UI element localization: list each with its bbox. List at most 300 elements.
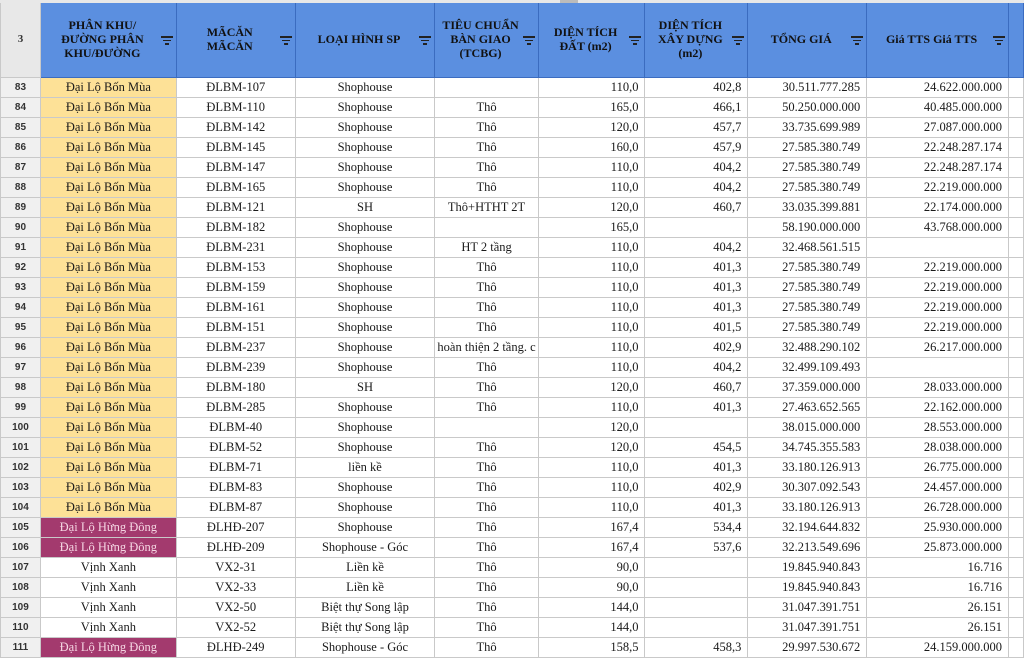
- cell-total[interactable]: 27.585.380.749: [748, 278, 867, 298]
- cell-code[interactable]: ĐLBM-107: [176, 78, 295, 98]
- cell-zone[interactable]: Đại Lộ Bốn Mùa: [40, 458, 176, 478]
- cell-next[interactable]: [1008, 558, 1023, 578]
- cell-code[interactable]: ĐLBM-151: [176, 318, 295, 338]
- cell-tts[interactable]: 27.087.000.000: [867, 118, 1009, 138]
- cell-tts[interactable]: 25.930.000.000: [867, 518, 1009, 538]
- cell-tts[interactable]: 24.457.000.000: [867, 478, 1009, 498]
- cell-code[interactable]: VX2-33: [176, 578, 295, 598]
- cell-next[interactable]: [1008, 258, 1023, 278]
- cell-type[interactable]: Shophouse: [295, 78, 435, 98]
- row-header[interactable]: 83: [1, 78, 41, 98]
- cell-build[interactable]: [645, 618, 748, 638]
- cell-code[interactable]: ĐLBM-231: [176, 238, 295, 258]
- row-header[interactable]: 97: [1, 358, 41, 378]
- cell-build[interactable]: 454,5: [645, 438, 748, 458]
- cell-total[interactable]: 30.307.092.543: [748, 478, 867, 498]
- row-header[interactable]: 84: [1, 98, 41, 118]
- row-header[interactable]: 105: [1, 518, 41, 538]
- cell-type[interactable]: liền kề: [295, 458, 435, 478]
- cell-land[interactable]: 110,0: [538, 338, 645, 358]
- cell-tts[interactable]: 43.768.000.000: [867, 218, 1009, 238]
- cell-land[interactable]: 120,0: [538, 378, 645, 398]
- cell-zone[interactable]: Đại Lộ Bốn Mùa: [40, 358, 176, 378]
- cell-build[interactable]: 401,3: [645, 258, 748, 278]
- cell-std[interactable]: Thô: [435, 518, 538, 538]
- cell-code[interactable]: ĐLBM-71: [176, 458, 295, 478]
- cell-type[interactable]: Shophouse: [295, 218, 435, 238]
- cell-total[interactable]: 19.845.940.843: [748, 578, 867, 598]
- cell-zone[interactable]: Đại Lộ Bốn Mùa: [40, 238, 176, 258]
- cell-zone[interactable]: Đại Lộ Bốn Mùa: [40, 78, 176, 98]
- cell-code[interactable]: ĐLBM-52: [176, 438, 295, 458]
- cell-zone[interactable]: Đại Lộ Bốn Mùa: [40, 398, 176, 418]
- cell-zone[interactable]: Đại Lộ Bốn Mùa: [40, 338, 176, 358]
- cell-build[interactable]: 402,8: [645, 78, 748, 98]
- cell-std[interactable]: [435, 218, 538, 238]
- cell-code[interactable]: ĐLHĐ-249: [176, 638, 295, 658]
- cell-std[interactable]: [435, 78, 538, 98]
- cell-total[interactable]: 27.585.380.749: [748, 138, 867, 158]
- cell-zone[interactable]: Vịnh Xanh: [40, 578, 176, 598]
- cell-code[interactable]: ĐLBM-40: [176, 418, 295, 438]
- cell-land[interactable]: 110,0: [538, 358, 645, 378]
- filter-icon[interactable]: [161, 36, 173, 46]
- cell-zone[interactable]: Đại Lộ Bốn Mùa: [40, 178, 176, 198]
- cell-zone[interactable]: Đại Lộ Bốn Mùa: [40, 298, 176, 318]
- cell-tts[interactable]: 22.162.000.000: [867, 398, 1009, 418]
- cell-code[interactable]: ĐLBM-182: [176, 218, 295, 238]
- cell-land[interactable]: 110,0: [538, 398, 645, 418]
- cell-std[interactable]: Thô: [435, 638, 538, 658]
- cell-tts[interactable]: 22.248.287.174: [867, 158, 1009, 178]
- cell-type[interactable]: Shophouse: [295, 518, 435, 538]
- cell-tts[interactable]: 28.553.000.000: [867, 418, 1009, 438]
- cell-tts[interactable]: 24.159.000.000: [867, 638, 1009, 658]
- row-header[interactable]: 104: [1, 498, 41, 518]
- cell-std[interactable]: Thô: [435, 478, 538, 498]
- row-header[interactable]: 87: [1, 158, 41, 178]
- cell-type[interactable]: Shophouse: [295, 98, 435, 118]
- cell-total[interactable]: 32.213.549.696: [748, 538, 867, 558]
- filter-icon[interactable]: [851, 36, 863, 46]
- cell-land[interactable]: 110,0: [538, 478, 645, 498]
- cell-type[interactable]: Shophouse: [295, 318, 435, 338]
- row-header[interactable]: 101: [1, 438, 41, 458]
- row-header[interactable]: 93: [1, 278, 41, 298]
- cell-next[interactable]: [1008, 398, 1023, 418]
- cell-code[interactable]: ĐLBM-110: [176, 98, 295, 118]
- cell-next[interactable]: [1008, 118, 1023, 138]
- cell-land[interactable]: 110,0: [538, 238, 645, 258]
- cell-build[interactable]: [645, 418, 748, 438]
- cell-tts[interactable]: 22.174.000.000: [867, 198, 1009, 218]
- cell-code[interactable]: VX2-52: [176, 618, 295, 638]
- cell-type[interactable]: Shophouse: [295, 358, 435, 378]
- row-header[interactable]: 106: [1, 538, 41, 558]
- cell-std[interactable]: Thô: [435, 598, 538, 618]
- cell-std[interactable]: Thô: [435, 438, 538, 458]
- cell-zone[interactable]: Đại Lộ Bốn Mùa: [40, 138, 176, 158]
- cell-next[interactable]: [1008, 218, 1023, 238]
- cell-build[interactable]: 460,7: [645, 198, 748, 218]
- cell-build[interactable]: 460,7: [645, 378, 748, 398]
- cell-zone[interactable]: Đại Lộ Bốn Mùa: [40, 118, 176, 138]
- cell-code[interactable]: ĐLBM-145: [176, 138, 295, 158]
- cell-code[interactable]: ĐLBM-121: [176, 198, 295, 218]
- cell-total[interactable]: 33.180.126.913: [748, 458, 867, 478]
- cell-type[interactable]: Shophouse: [295, 438, 435, 458]
- cell-next[interactable]: [1008, 278, 1023, 298]
- cell-next[interactable]: [1008, 418, 1023, 438]
- cell-zone[interactable]: Đại Lộ Bốn Mùa: [40, 258, 176, 278]
- cell-tts[interactable]: 22.219.000.000: [867, 178, 1009, 198]
- cell-land[interactable]: 110,0: [538, 258, 645, 278]
- cell-code[interactable]: ĐLHĐ-207: [176, 518, 295, 538]
- cell-build[interactable]: 537,6: [645, 538, 748, 558]
- cell-total[interactable]: 37.359.000.000: [748, 378, 867, 398]
- cell-next[interactable]: [1008, 238, 1023, 258]
- row-header[interactable]: 95: [1, 318, 41, 338]
- cell-code[interactable]: ĐLHĐ-209: [176, 538, 295, 558]
- row-header[interactable]: 92: [1, 258, 41, 278]
- row-header[interactable]: 100: [1, 418, 41, 438]
- cell-land[interactable]: 110,0: [538, 298, 645, 318]
- cell-total[interactable]: 31.047.391.751: [748, 618, 867, 638]
- cell-total[interactable]: 19.845.940.843: [748, 558, 867, 578]
- cell-type[interactable]: Biệt thự Song lập: [295, 598, 435, 618]
- cell-total[interactable]: 29.997.530.672: [748, 638, 867, 658]
- cell-zone[interactable]: Đại Lộ Bốn Mùa: [40, 218, 176, 238]
- cell-zone[interactable]: Vịnh Xanh: [40, 598, 176, 618]
- cell-type[interactable]: SH: [295, 378, 435, 398]
- cell-next[interactable]: [1008, 498, 1023, 518]
- cell-next[interactable]: [1008, 538, 1023, 558]
- cell-zone[interactable]: Đại Lộ Bốn Mùa: [40, 158, 176, 178]
- cell-tts[interactable]: 26.775.000.000: [867, 458, 1009, 478]
- cell-std[interactable]: [435, 418, 538, 438]
- cell-total[interactable]: 34.745.355.583: [748, 438, 867, 458]
- cell-next[interactable]: [1008, 478, 1023, 498]
- row-header[interactable]: 99: [1, 398, 41, 418]
- cell-land[interactable]: 158,5: [538, 638, 645, 658]
- cell-type[interactable]: Shophouse: [295, 158, 435, 178]
- cell-land[interactable]: 90,0: [538, 558, 645, 578]
- cell-zone[interactable]: Đại Lộ Bốn Mùa: [40, 478, 176, 498]
- cell-type[interactable]: Shophouse: [295, 478, 435, 498]
- cell-type[interactable]: SH: [295, 198, 435, 218]
- cell-zone[interactable]: Đại Lộ Bốn Mùa: [40, 318, 176, 338]
- cell-land[interactable]: 165,0: [538, 218, 645, 238]
- row-header[interactable]: 109: [1, 598, 41, 618]
- cell-std[interactable]: Thô: [435, 498, 538, 518]
- cell-std[interactable]: Thô: [435, 578, 538, 598]
- cell-total[interactable]: 32.499.109.493: [748, 358, 867, 378]
- cell-tts[interactable]: 26.151: [867, 598, 1009, 618]
- cell-next[interactable]: [1008, 358, 1023, 378]
- cell-land[interactable]: 120,0: [538, 198, 645, 218]
- cell-type[interactable]: Shophouse: [295, 298, 435, 318]
- cell-zone[interactable]: Đại Lộ Bốn Mùa: [40, 498, 176, 518]
- cell-total[interactable]: 58.190.000.000: [748, 218, 867, 238]
- cell-code[interactable]: VX2-50: [176, 598, 295, 618]
- cell-next[interactable]: [1008, 98, 1023, 118]
- cell-tts[interactable]: 26.728.000.000: [867, 498, 1009, 518]
- cell-next[interactable]: [1008, 178, 1023, 198]
- cell-tts[interactable]: 40.485.000.000: [867, 98, 1009, 118]
- cell-type[interactable]: Biệt thự Song lập: [295, 618, 435, 638]
- cell-std[interactable]: Thô: [435, 158, 538, 178]
- cell-land[interactable]: 160,0: [538, 138, 645, 158]
- cell-std[interactable]: Thô: [435, 398, 538, 418]
- row-header-3[interactable]: 3: [1, 1, 41, 78]
- cell-code[interactable]: ĐLBM-87: [176, 498, 295, 518]
- cell-std[interactable]: Thô: [435, 258, 538, 278]
- cell-build[interactable]: 457,7: [645, 118, 748, 138]
- row-header[interactable]: 108: [1, 578, 41, 598]
- row-header[interactable]: 102: [1, 458, 41, 478]
- cell-total[interactable]: 33.180.126.913: [748, 498, 867, 518]
- cell-code[interactable]: ĐLBM-239: [176, 358, 295, 378]
- cell-std[interactable]: Thô+HTHT 2T: [435, 198, 538, 218]
- cell-std[interactable]: Thô: [435, 278, 538, 298]
- cell-total[interactable]: 27.585.380.749: [748, 158, 867, 178]
- cell-type[interactable]: Shophouse - Góc: [295, 538, 435, 558]
- cell-code[interactable]: VX2-31: [176, 558, 295, 578]
- cell-type[interactable]: Shophouse - Góc: [295, 638, 435, 658]
- cell-tts[interactable]: 25.873.000.000: [867, 538, 1009, 558]
- cell-total[interactable]: 32.194.644.832: [748, 518, 867, 538]
- cell-build[interactable]: [645, 598, 748, 618]
- filter-icon[interactable]: [732, 36, 744, 46]
- cell-build[interactable]: 401,3: [645, 398, 748, 418]
- cell-code[interactable]: ĐLBM-180: [176, 378, 295, 398]
- cell-build[interactable]: 402,9: [645, 338, 748, 358]
- cell-next[interactable]: [1008, 618, 1023, 638]
- cell-total[interactable]: 30.511.777.285: [748, 78, 867, 98]
- cell-land[interactable]: 167,4: [538, 538, 645, 558]
- cell-total[interactable]: 27.463.652.565: [748, 398, 867, 418]
- cell-code[interactable]: ĐLBM-159: [176, 278, 295, 298]
- row-header[interactable]: 107: [1, 558, 41, 578]
- cell-std[interactable]: hoàn thiện 2 tầng. c: [435, 338, 538, 358]
- cell-tts[interactable]: 28.033.000.000: [867, 378, 1009, 398]
- cell-build[interactable]: 401,3: [645, 298, 748, 318]
- cell-type[interactable]: Shophouse: [295, 238, 435, 258]
- cell-std[interactable]: Thô: [435, 618, 538, 638]
- cell-land[interactable]: 110,0: [538, 318, 645, 338]
- row-header[interactable]: 98: [1, 378, 41, 398]
- cell-code[interactable]: ĐLBM-153: [176, 258, 295, 278]
- cell-zone[interactable]: Đại Lộ Hừng Đông: [40, 638, 176, 658]
- row-header[interactable]: 86: [1, 138, 41, 158]
- cell-build[interactable]: 402,9: [645, 478, 748, 498]
- row-header[interactable]: 110: [1, 618, 41, 638]
- cell-next[interactable]: [1008, 338, 1023, 358]
- cell-next[interactable]: [1008, 158, 1023, 178]
- cell-land[interactable]: 110,0: [538, 78, 645, 98]
- filter-icon[interactable]: [993, 36, 1005, 46]
- cell-zone[interactable]: Đại Lộ Hừng Đông: [40, 538, 176, 558]
- cell-next[interactable]: [1008, 638, 1023, 658]
- cell-tts[interactable]: 26.217.000.000: [867, 338, 1009, 358]
- cell-code[interactable]: ĐLBM-237: [176, 338, 295, 358]
- cell-type[interactable]: Shophouse: [295, 118, 435, 138]
- cell-build[interactable]: 401,3: [645, 278, 748, 298]
- cell-land[interactable]: 167,4: [538, 518, 645, 538]
- cell-code[interactable]: ĐLBM-142: [176, 118, 295, 138]
- cell-next[interactable]: [1008, 578, 1023, 598]
- row-header[interactable]: 89: [1, 198, 41, 218]
- cell-total[interactable]: 32.468.561.515: [748, 238, 867, 258]
- cell-build[interactable]: 401,3: [645, 458, 748, 478]
- cell-tts[interactable]: 16.716: [867, 578, 1009, 598]
- cell-zone[interactable]: Đại Lộ Bốn Mùa: [40, 98, 176, 118]
- cell-type[interactable]: Shophouse: [295, 418, 435, 438]
- cell-land[interactable]: 120,0: [538, 418, 645, 438]
- cell-total[interactable]: 27.585.380.749: [748, 258, 867, 278]
- cell-land[interactable]: 90,0: [538, 578, 645, 598]
- cell-tts[interactable]: 24.622.000.000: [867, 78, 1009, 98]
- cell-code[interactable]: ĐLBM-165: [176, 178, 295, 198]
- cell-zone[interactable]: Vịnh Xanh: [40, 618, 176, 638]
- row-header[interactable]: 91: [1, 238, 41, 258]
- cell-next[interactable]: [1008, 138, 1023, 158]
- cell-total[interactable]: 38.015.000.000: [748, 418, 867, 438]
- filter-icon[interactable]: [419, 36, 431, 46]
- cell-tts[interactable]: [867, 238, 1009, 258]
- cell-next[interactable]: [1008, 518, 1023, 538]
- cell-build[interactable]: 534,4: [645, 518, 748, 538]
- cell-build[interactable]: 404,2: [645, 178, 748, 198]
- cell-std[interactable]: Thô: [435, 138, 538, 158]
- cell-code[interactable]: ĐLBM-147: [176, 158, 295, 178]
- cell-land[interactable]: 110,0: [538, 178, 645, 198]
- cell-next[interactable]: [1008, 378, 1023, 398]
- cell-std[interactable]: Thô: [435, 378, 538, 398]
- cell-next[interactable]: [1008, 318, 1023, 338]
- cell-build[interactable]: [645, 558, 748, 578]
- cell-std[interactable]: Thô: [435, 558, 538, 578]
- cell-next[interactable]: [1008, 298, 1023, 318]
- cell-next[interactable]: [1008, 438, 1023, 458]
- cell-type[interactable]: Shophouse: [295, 338, 435, 358]
- cell-std[interactable]: Thô: [435, 318, 538, 338]
- cell-total[interactable]: 33.735.699.989: [748, 118, 867, 138]
- cell-land[interactable]: 110,0: [538, 458, 645, 478]
- cell-total[interactable]: 33.035.399.881: [748, 198, 867, 218]
- cell-zone[interactable]: Đại Lộ Bốn Mùa: [40, 438, 176, 458]
- cell-total[interactable]: 27.585.380.749: [748, 318, 867, 338]
- row-header[interactable]: 90: [1, 218, 41, 238]
- cell-total[interactable]: 32.488.290.102: [748, 338, 867, 358]
- filter-icon[interactable]: [280, 36, 292, 46]
- cell-land[interactable]: 110,0: [538, 158, 645, 178]
- cell-total[interactable]: 31.047.391.751: [748, 598, 867, 618]
- cell-next[interactable]: [1008, 598, 1023, 618]
- cell-build[interactable]: 457,9: [645, 138, 748, 158]
- filter-icon[interactable]: [629, 36, 641, 46]
- cell-type[interactable]: Shophouse: [295, 258, 435, 278]
- cell-zone[interactable]: Đại Lộ Bốn Mùa: [40, 278, 176, 298]
- cell-type[interactable]: Shophouse: [295, 498, 435, 518]
- cell-build[interactable]: 404,2: [645, 158, 748, 178]
- row-header[interactable]: 94: [1, 298, 41, 318]
- filter-icon[interactable]: [523, 36, 535, 46]
- cell-next[interactable]: [1008, 198, 1023, 218]
- cell-std[interactable]: Thô: [435, 358, 538, 378]
- row-header[interactable]: 85: [1, 118, 41, 138]
- cell-next[interactable]: [1008, 458, 1023, 478]
- cell-build[interactable]: 401,5: [645, 318, 748, 338]
- cell-build[interactable]: [645, 218, 748, 238]
- cell-build[interactable]: [645, 578, 748, 598]
- cell-type[interactable]: Liền kề: [295, 558, 435, 578]
- cell-type[interactable]: Shophouse: [295, 138, 435, 158]
- cell-std[interactable]: Thô: [435, 98, 538, 118]
- cell-zone[interactable]: Đại Lộ Hừng Đông: [40, 518, 176, 538]
- cell-tts[interactable]: 26.151: [867, 618, 1009, 638]
- row-header[interactable]: 111: [1, 638, 41, 658]
- cell-code[interactable]: ĐLBM-285: [176, 398, 295, 418]
- cell-tts[interactable]: 28.038.000.000: [867, 438, 1009, 458]
- cell-std[interactable]: Thô: [435, 118, 538, 138]
- cell-tts[interactable]: 22.219.000.000: [867, 298, 1009, 318]
- cell-land[interactable]: 120,0: [538, 118, 645, 138]
- cell-type[interactable]: Shophouse: [295, 278, 435, 298]
- cell-type[interactable]: Shophouse: [295, 178, 435, 198]
- cell-build[interactable]: 458,3: [645, 638, 748, 658]
- cell-build[interactable]: 404,2: [645, 358, 748, 378]
- cell-code[interactable]: ĐLBM-83: [176, 478, 295, 498]
- cell-tts[interactable]: [867, 358, 1009, 378]
- cell-total[interactable]: 27.585.380.749: [748, 298, 867, 318]
- cell-code[interactable]: ĐLBM-161: [176, 298, 295, 318]
- cell-std[interactable]: Thô: [435, 458, 538, 478]
- row-header[interactable]: 88: [1, 178, 41, 198]
- cell-next[interactable]: [1008, 78, 1023, 98]
- cell-std[interactable]: Thô: [435, 538, 538, 558]
- cell-std[interactable]: HT 2 tầng: [435, 238, 538, 258]
- cell-land[interactable]: 144,0: [538, 598, 645, 618]
- cell-total[interactable]: 50.250.000.000: [748, 98, 867, 118]
- cell-std[interactable]: Thô: [435, 298, 538, 318]
- row-header[interactable]: 103: [1, 478, 41, 498]
- cell-build[interactable]: 401,3: [645, 498, 748, 518]
- cell-tts[interactable]: 22.219.000.000: [867, 318, 1009, 338]
- cell-type[interactable]: Shophouse: [295, 398, 435, 418]
- cell-tts[interactable]: 16.716: [867, 558, 1009, 578]
- cell-build[interactable]: 404,2: [645, 238, 748, 258]
- cell-tts[interactable]: 22.219.000.000: [867, 258, 1009, 278]
- cell-std[interactable]: Thô: [435, 178, 538, 198]
- cell-type[interactable]: Liền kề: [295, 578, 435, 598]
- cell-land[interactable]: 144,0: [538, 618, 645, 638]
- cell-zone[interactable]: Đại Lộ Bốn Mùa: [40, 198, 176, 218]
- cell-zone[interactable]: Đại Lộ Bốn Mùa: [40, 418, 176, 438]
- cell-tts[interactable]: 22.219.000.000: [867, 278, 1009, 298]
- cell-zone[interactable]: Đại Lộ Bốn Mùa: [40, 378, 176, 398]
- cell-land[interactable]: 110,0: [538, 278, 645, 298]
- cell-zone[interactable]: Vịnh Xanh: [40, 558, 176, 578]
- cell-total[interactable]: 27.585.380.749: [748, 178, 867, 198]
- cell-tts[interactable]: 22.248.287.174: [867, 138, 1009, 158]
- table-row: [1, 258, 1024, 278]
- row-header[interactable]: 96: [1, 338, 41, 358]
- cell-build[interactable]: 466,1: [645, 98, 748, 118]
- cell-land[interactable]: 165,0: [538, 98, 645, 118]
- cell-land[interactable]: 110,0: [538, 498, 645, 518]
- cell-land[interactable]: 120,0: [538, 438, 645, 458]
